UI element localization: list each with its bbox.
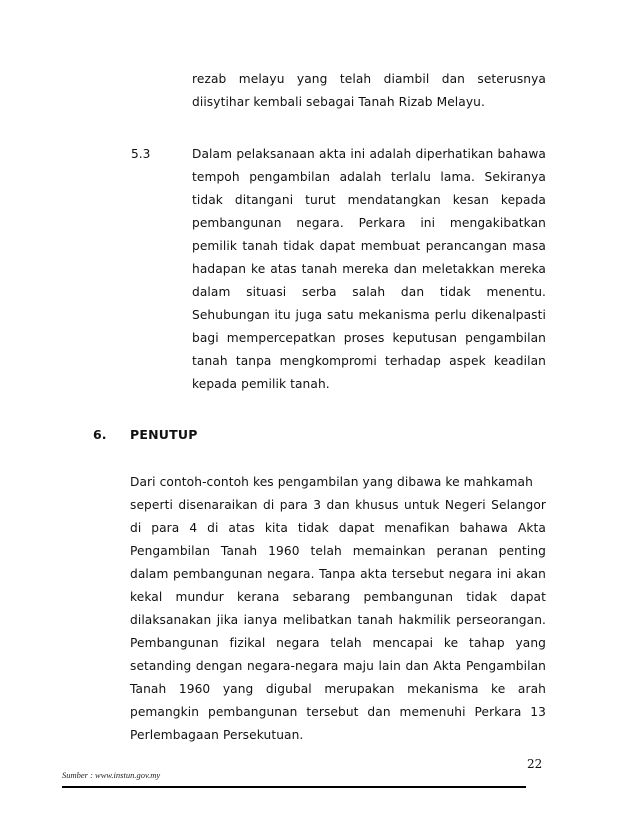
- paragraph-line: kepada pemilik tanah.: [192, 377, 330, 391]
- paragraph-line: Pembangunan fizikal negara telah mencapai ke tahap yang: [130, 636, 546, 650]
- paragraph-line: Tanah 1960 yang digubal merupakan mekanisma ke arah: [130, 682, 546, 696]
- paragraph-line: tempoh pengambilan adalah terlalu lama. Sekiranya: [192, 170, 546, 184]
- paragraph-line: Perlembagaan Persekutuan.: [130, 728, 304, 742]
- footer-divider: [62, 786, 526, 788]
- paragraph-line: dalam situasi serba salah dan tidak menentu.: [192, 285, 546, 299]
- paragraph-line: Dari contoh-contoh kes pengambilan yang dibawa ke mahkamah: [130, 475, 533, 489]
- paragraph-line: diisytihar kembali sebagai Tanah Rizab Melayu.: [192, 95, 485, 109]
- paragraph-line: dilaksanakan jika ianya melibatkan tanah hakmilik perseorangan.: [130, 613, 546, 627]
- page-number: 22: [527, 757, 543, 771]
- paragraph-line: tidak ditangani turut mendatangkan kesan kepada: [192, 193, 546, 207]
- source-caption: Sumber : www.instun.gov.my: [62, 770, 161, 780]
- paragraph-line: tanah tanpa mengkompromi terhadap aspek keadilan: [192, 354, 546, 368]
- paragraph-line: hadapan ke atas tanah mereka dan meletakkan mereka: [192, 262, 546, 276]
- paragraph-line: pemilik tanah tidak dapat membuat perancangan masa: [192, 239, 546, 253]
- paragraph-line: Sehubungan itu juga satu mekanisma perlu dikenalpasti: [192, 308, 546, 322]
- paragraph-line: seperti disenaraikan di para 3 dan khusus untuk Negeri Selangor: [130, 498, 546, 512]
- paragraph-line: bagi mempercepatkan proses keputusan pengambilan: [192, 331, 546, 345]
- paragraph-line: Pengambilan Tanah 1960 telah memainkan peranan penting: [130, 544, 546, 558]
- section-heading: PENUTUP: [130, 427, 198, 442]
- section-number: 6.: [93, 427, 107, 442]
- subsection-number: 5.3: [131, 147, 151, 161]
- paragraph-line: pemangkin pembangunan tersebut dan memenuhi Perkara 13: [130, 705, 546, 719]
- paragraph-line: dalam pembangunan negara. Tanpa akta tersebut negara ini akan: [130, 567, 546, 581]
- paragraph-line: setanding dengan negara-negara maju lain dan Akta Pengambilan: [130, 659, 546, 673]
- paragraph-line: kekal mundur kerana sebarang pembangunan tidak dapat: [130, 590, 546, 604]
- paragraph-line: pembangunan negara. Perkara ini mengakibatkan: [192, 216, 546, 230]
- paragraph-line: di para 4 di atas kita tidak dapat menafikan bahawa Akta: [130, 521, 546, 535]
- paragraph-line: rezab melayu yang telah diambil dan seterusnya: [192, 72, 546, 86]
- paragraph-line: Dalam pelaksanaan akta ini adalah diperhatikan bahawa: [192, 147, 546, 161]
